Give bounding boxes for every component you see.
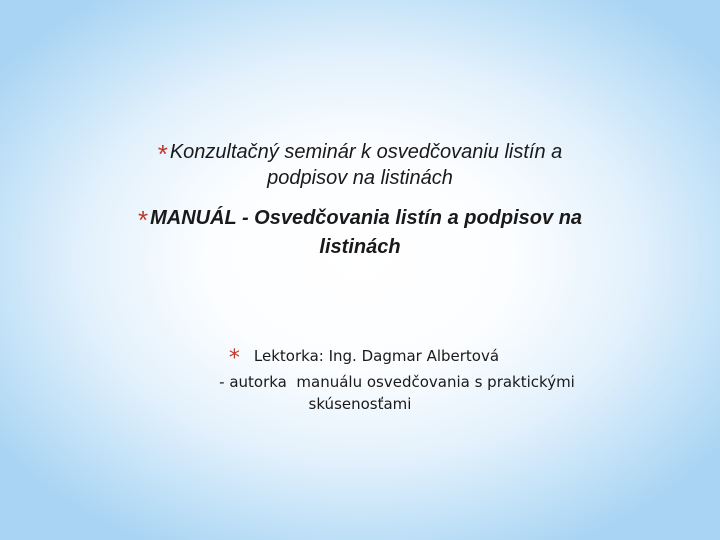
author-text-2: skúsenosťami: [308, 395, 412, 413]
bullet-asterisk-icon: *: [228, 346, 240, 371]
seminar-title-text-1: Konzultačný seminár k osvedčovaniu listín a: [169, 141, 563, 163]
manual-title-text-1: MANUÁL - Osvedčovania listín a podpisov na: [150, 207, 583, 229]
lecturer-text: Lektorka: Ing. Dagmar Albertová: [253, 347, 500, 365]
bullet-asterisk-icon: *: [137, 205, 149, 235]
author-text-1: - autorka manuálu osvedčovania s praktickými: [219, 373, 575, 391]
bullet-asterisk-icon: *: [157, 139, 168, 169]
seminar-title-text-2: podpisov na listinách: [267, 167, 453, 189]
seminar-title-line-2: [0, 167, 720, 190]
author-line-2: [0, 395, 720, 413]
lecturer-line: [4, 346, 720, 371]
manual-title-line-1: [0, 205, 720, 236]
manual-title-text-2: listinách: [319, 236, 401, 258]
author-line-1: [37, 373, 720, 391]
manual-title-line-2: [0, 236, 720, 259]
seminar-title-line-1: [0, 139, 720, 170]
